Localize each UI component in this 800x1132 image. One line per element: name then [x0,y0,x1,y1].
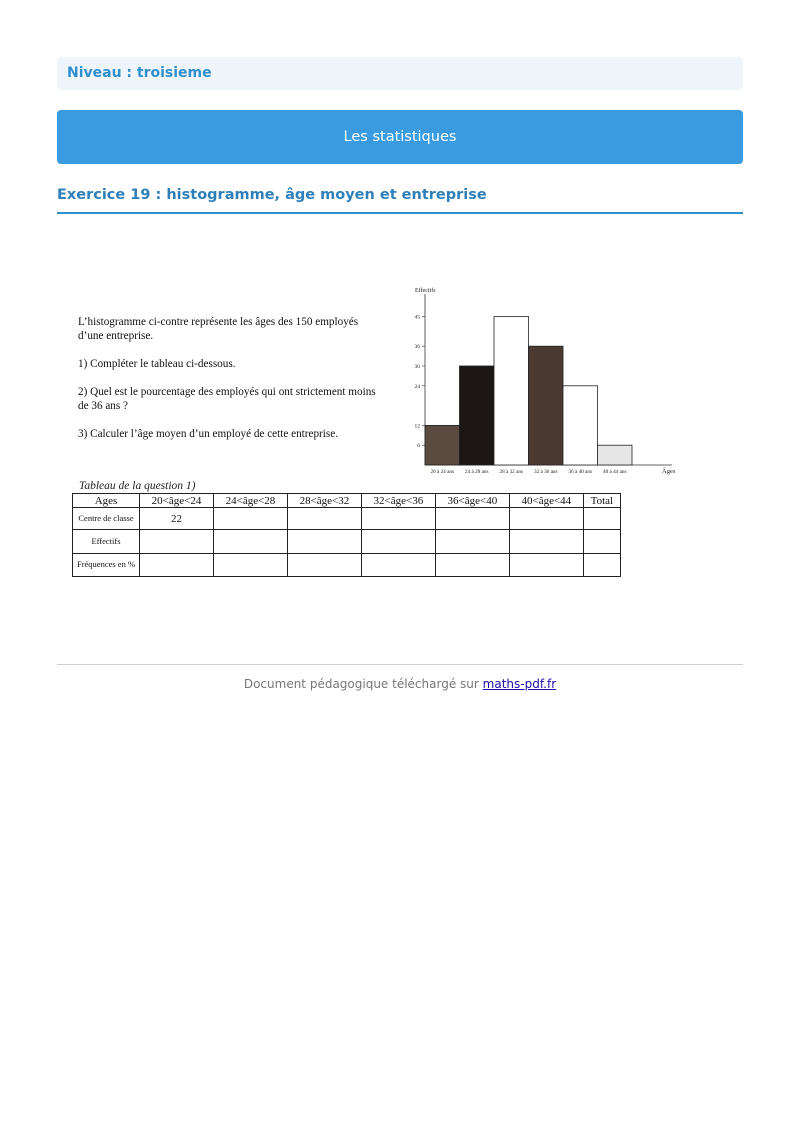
topic-banner [57,110,743,164]
table-caption: Tableau de la question 1) [79,480,196,492]
footer-divider [57,664,743,665]
table-cell [140,530,214,554]
table-cell: 22 [140,508,214,530]
y-tick-label: 36 [414,344,420,351]
y-tick-label: 24 [414,383,420,390]
col-header-total: Total [583,494,620,508]
x-tick-label: 36 à 40 ans [568,469,592,475]
col-header-28-32: 28<âge<32 [287,494,361,508]
y-tick-label: 45 [414,314,420,321]
x-tick-label: 32 à 36 ans [534,469,558,475]
table-cell [435,554,509,577]
table-cell [509,508,583,530]
table-row [73,554,621,577]
y-tick-label: 12 [414,423,420,430]
table-cell [140,554,214,577]
level-label: Niveau : troisieme [67,65,212,81]
y-tick-label: 6 [417,443,420,450]
level-banner [57,57,743,90]
col-header-40-44: 40<âge<44 [509,494,583,508]
question-1: 1) Compléter le tableau ci-dessous. [78,358,236,370]
table-cell [361,554,435,577]
table-cell [287,530,361,554]
age-histogram [397,280,687,480]
table-row [73,530,621,554]
histogram-bar [460,366,495,465]
row-label-frequences: Fréquences en % [73,554,140,577]
x-tick-label: 28 à 32 ans [499,469,523,475]
table-cell [361,508,435,530]
table-header-row [73,494,621,508]
histogram-bar [425,425,460,465]
x-tick-label: 40 à 44 ans [603,469,627,475]
topic-title: Les statistiques [343,129,457,145]
y-tick-label: 30 [414,364,420,370]
histogram-bar [529,346,564,465]
question-2: 2) Quel est le pourcentage des employés qui ont strictement moins de 36 ans ? [78,386,376,412]
x-axis-label: Âges [662,468,676,475]
table-cell [213,554,287,577]
histogram-svg [397,280,687,480]
table-cell [287,508,361,530]
table-cell [435,530,509,554]
histogram-bar [563,386,598,465]
col-header-ages: Ages [73,494,140,508]
footer [57,677,743,691]
problem-intro: L’histogramme ci-contre représente les âges des 150 employés d’une entreprise. [78,316,359,342]
table-cell [509,554,583,577]
footer-link[interactable]: maths-pdf.fr [482,677,557,691]
table-cell [287,554,361,577]
col-header-24-28: 24<âge<28 [213,494,287,508]
histogram-bar [598,445,633,465]
row-label-centre: Centre de classe [73,508,140,530]
exercise-title: Exercice 19 : histogramme, âge moyen et entreprise [57,186,743,214]
table-cell [509,530,583,554]
table-cell [583,508,620,530]
question-3: 3) Calculer l’âge moyen d’un employé de cette entreprise. [78,428,339,440]
x-tick-label: 24 à 28 ans [465,469,489,475]
exercise-scan [57,270,743,590]
table-cell [213,530,287,554]
table-cell [213,508,287,530]
table-cell [435,508,509,530]
question-table [72,493,621,577]
table-row [73,508,621,530]
table-cell [583,530,620,554]
histogram-bar [494,317,529,466]
row-label-effectifs: Effectifs [73,530,140,554]
col-header-32-36: 32<âge<36 [361,494,435,508]
y-axis-label: Effectifs [415,288,436,294]
problem-statement [78,315,378,455]
col-header-36-40: 36<âge<40 [435,494,509,508]
footer-text: Document pédagogique téléchargé sur [243,677,479,691]
col-header-20-24: 20<âge<24 [140,494,214,508]
table-cell [583,554,620,577]
x-tick-label: 20 à 24 ans [430,469,454,475]
table-cell [361,530,435,554]
